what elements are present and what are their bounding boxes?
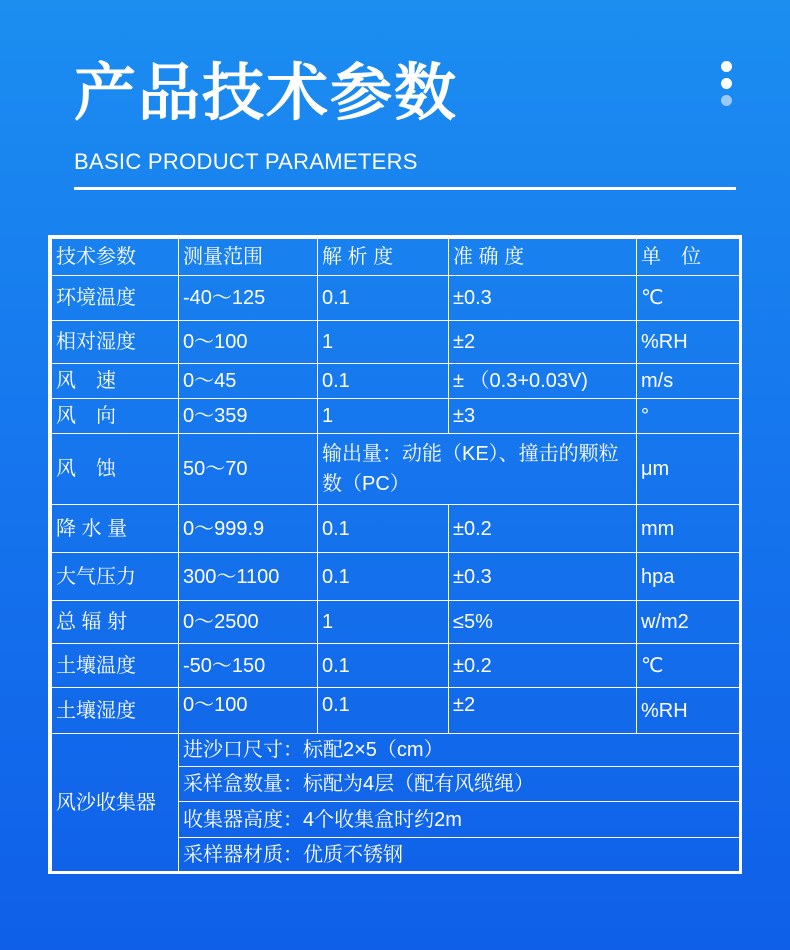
collector-item: 采样器材质：优质不锈钢 bbox=[179, 838, 740, 872]
table-cell: ±0.2 bbox=[449, 644, 637, 688]
table-cell: hpa bbox=[637, 553, 740, 601]
table-cell: ±2 bbox=[449, 688, 637, 734]
table-cell: 0.1 bbox=[318, 276, 449, 321]
table-cell: 风 向 bbox=[52, 399, 179, 434]
header-cell: 技术参数 bbox=[52, 239, 179, 276]
table-cell: -40～125 bbox=[179, 276, 318, 321]
table-cell: ±3 bbox=[449, 399, 637, 434]
table-cell: 相对湿度 bbox=[52, 321, 179, 364]
table-cell: 0～999.9 bbox=[179, 505, 318, 553]
more-dots-icon bbox=[721, 61, 733, 112]
table-row bbox=[52, 688, 740, 734]
collector-item: 采样盒数量：标配为4层（配有风缆绳） bbox=[179, 767, 740, 802]
table-cell: 土壤温度 bbox=[52, 644, 179, 688]
header-cell: 测量范围 bbox=[179, 239, 318, 276]
table-row bbox=[52, 553, 740, 601]
table-cell: ℃ bbox=[637, 644, 740, 688]
table-cell: -50～150 bbox=[179, 644, 318, 688]
parameters-table bbox=[48, 235, 742, 874]
table-cell: ≤5% bbox=[449, 601, 637, 644]
table-cell: 0.1 bbox=[318, 364, 449, 399]
table-cell: 0.1 bbox=[318, 644, 449, 688]
table-cell: 总 辐 射 bbox=[52, 601, 179, 644]
table-cell: 0.1 bbox=[318, 505, 449, 553]
table-row bbox=[52, 644, 740, 688]
collector-label-cell: 风沙收集器 bbox=[52, 734, 179, 872]
table-cell: 0～100 bbox=[179, 321, 318, 364]
table-cell: m/s bbox=[637, 364, 740, 399]
table-cell: ± （0.3+0.03V) bbox=[449, 364, 637, 399]
header-cell: 解 析 度 bbox=[318, 239, 449, 276]
table-cell: 1 bbox=[318, 399, 449, 434]
table-cell: 0～45 bbox=[179, 364, 318, 399]
table-row bbox=[52, 399, 740, 434]
table-cell: ±0.3 bbox=[449, 276, 637, 321]
table-cell: ±0.3 bbox=[449, 553, 637, 601]
collector-item: 进沙口尺寸：标配2×5（cm） bbox=[179, 734, 740, 767]
collector-item: 收集器高度：4个收集盒时约2m bbox=[179, 802, 740, 838]
table-cell: ±0.2 bbox=[449, 505, 637, 553]
table-cell: 0～2500 bbox=[179, 601, 318, 644]
table-row bbox=[52, 505, 740, 553]
table-cell: 0.1 bbox=[318, 553, 449, 601]
table-cell: 1 bbox=[318, 321, 449, 364]
table-row bbox=[52, 276, 740, 321]
table-cell: ° bbox=[637, 399, 740, 434]
header-cell: 单 位 bbox=[637, 239, 740, 276]
table-row bbox=[52, 734, 740, 767]
table-header-row bbox=[52, 239, 740, 276]
table-cell: w/m2 bbox=[637, 601, 740, 644]
table-cell: 50～70 bbox=[179, 434, 318, 505]
table-cell: %RH bbox=[637, 688, 740, 734]
table-cell: 大气压力 bbox=[52, 553, 179, 601]
table-row bbox=[52, 364, 740, 399]
header-cell: 准 确 度 bbox=[449, 239, 637, 276]
table-cell: 300～1100 bbox=[179, 553, 318, 601]
table-row bbox=[52, 321, 740, 364]
table-cell: ℃ bbox=[637, 276, 740, 321]
table-cell: 1 bbox=[318, 601, 449, 644]
table-cell: 0～100 bbox=[179, 688, 318, 734]
table-cell: 土壤湿度 bbox=[52, 688, 179, 734]
page-subtitle: BASIC PRODUCT PARAMETERS bbox=[74, 149, 418, 174]
table-cell: %RH bbox=[637, 321, 740, 364]
title-divider bbox=[74, 187, 736, 190]
page-title: 产品技术参数 bbox=[74, 56, 459, 129]
table-cell: 降 水 量 bbox=[52, 505, 179, 553]
table-cell: 0.1 bbox=[318, 688, 449, 734]
table-cell: mm bbox=[637, 505, 740, 553]
table-cell: 输出量：动能（KE）、撞击的颗粒数（PC） bbox=[318, 434, 637, 505]
table-row bbox=[52, 601, 740, 644]
table-cell: 风 速 bbox=[52, 364, 179, 399]
table-cell: μm bbox=[637, 434, 740, 505]
table-cell: ±2 bbox=[449, 321, 637, 364]
table-row bbox=[52, 434, 740, 505]
table-cell: 0～359 bbox=[179, 399, 318, 434]
table-cell: 环境温度 bbox=[52, 276, 179, 321]
table-cell: 风 蚀 bbox=[52, 434, 179, 505]
